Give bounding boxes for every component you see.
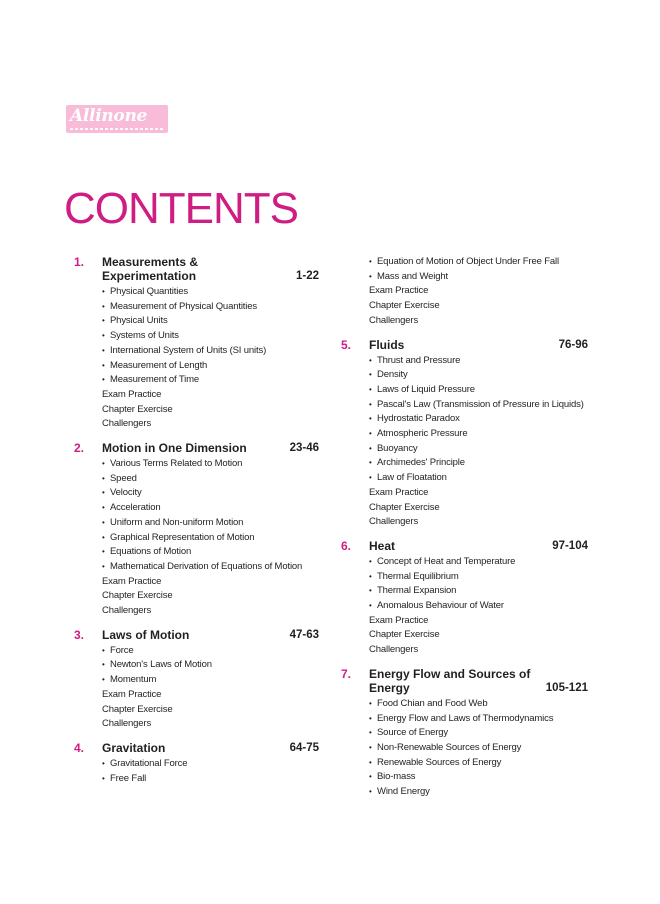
topic-item: • Buoyancy <box>369 442 588 457</box>
topic-list <box>102 644 319 688</box>
topic-item: • Uniform and Non-uniform Motion <box>102 516 319 531</box>
chapter-page-range: 76-96 <box>558 338 588 351</box>
topic-item: • Non-Renewable Sources of Energy <box>369 741 588 756</box>
extra-item: Chapter Exercise <box>369 300 440 312</box>
topic-item: • Measurement of Length <box>102 359 319 374</box>
topic-item: • Energy Flow and Laws of Thermodynamics <box>369 712 588 727</box>
topic-item: • Physical Quantities <box>102 285 319 300</box>
chapter-page-range: 105-121 <box>545 681 588 694</box>
topic-item: • Food Chian and Food Web <box>369 697 588 712</box>
extra-item: Chapter Exercise <box>102 403 173 415</box>
chapter-title: Motion in One Dimension <box>102 441 247 456</box>
topic-item: • Thermal Expansion <box>369 584 588 599</box>
chapter-page-range: 97-104 <box>552 539 588 552</box>
topic-item: • Acceleration <box>102 501 319 516</box>
extra-item: Challengers <box>369 644 419 656</box>
chapter-number: 7. <box>341 666 352 681</box>
topic-list <box>102 757 319 786</box>
topic-list <box>102 457 319 575</box>
chapter-extras <box>369 614 588 658</box>
logo-tagline <box>70 128 164 130</box>
chapter-entry <box>341 338 588 530</box>
topic-item: • Equations of Motion <box>102 545 319 560</box>
topic-item: • Velocity <box>102 486 319 501</box>
topic-item: • Gravitational Force <box>102 757 319 772</box>
chapter-extras <box>369 486 588 530</box>
chapter-entry <box>74 441 319 619</box>
topic-item: • Concept of Heat and Temperature <box>369 555 588 570</box>
topic-list <box>369 354 588 486</box>
extra-item: Exam Practice <box>102 688 162 700</box>
continued-extras <box>369 284 588 328</box>
topic-item: • Anomalous Behaviour of Water <box>369 599 588 614</box>
extra-item: Chapter Exercise <box>102 590 173 602</box>
topic-item: • Bio-mass <box>369 770 588 785</box>
topic-item: • Equation of Motion of Object Under Free Fall <box>369 255 588 270</box>
topic-item: • Momentum <box>102 673 319 688</box>
chapter-entry <box>74 255 319 432</box>
chapter-title: Heat <box>369 538 396 553</box>
contents-left-column <box>74 255 319 795</box>
page-title: CONTENTS <box>64 184 298 233</box>
chapter-extras <box>102 388 319 432</box>
chapter-title: Fluids <box>369 337 405 352</box>
chapter-heading <box>74 628 319 642</box>
extra-item: Challengers <box>102 718 152 730</box>
chapter-number: 5. <box>341 337 352 352</box>
extra-item: Exam Practice <box>369 614 429 626</box>
chapter-number: 4. <box>74 740 85 755</box>
topic-item: • Speed <box>102 472 319 487</box>
topic-item: • Atmospheric Pressure <box>369 427 588 442</box>
extra-item: Challengers <box>369 516 419 528</box>
topic-item: • Physical Units <box>102 314 319 329</box>
topic-item: • Archimedes' Principle <box>369 456 588 471</box>
topic-item: • Laws of Liquid Pressure <box>369 383 588 398</box>
chapter-title: Laws of Motion <box>102 627 190 642</box>
topic-item: • Measurement of Physical Quantities <box>102 300 319 315</box>
extra-item: Challengers <box>102 605 152 617</box>
chapter-page-range: 64-75 <box>289 741 319 754</box>
chapter-page-range: 1-22 <box>295 270 319 282</box>
topic-item: • International System of Units (SI units) <box>102 344 319 359</box>
chapter-number: 3. <box>74 627 85 642</box>
topic-item: • Source of Energy <box>369 726 588 741</box>
topic-item: • Renewable Sources of Energy <box>369 756 588 771</box>
chapter-title: Measurements & Experimentation <box>102 255 199 283</box>
chapter-heading <box>74 741 319 755</box>
extra-item: Chapter Exercise <box>369 629 440 641</box>
topic-list <box>369 697 588 800</box>
chapter-page-range: 47-63 <box>289 628 319 641</box>
chapter-heading <box>74 255 319 283</box>
topic-item: • Free Fall <box>102 772 319 787</box>
topic-item: • Force <box>102 644 319 659</box>
topic-item: • Mathematical Derivation of Equations of Motion <box>102 560 319 575</box>
brand-logo <box>66 105 168 133</box>
topic-list <box>369 555 588 614</box>
topic-item: • Wind Energy <box>369 785 588 800</box>
chapter-entry <box>74 741 319 786</box>
extra-item: Chapter Exercise <box>102 703 173 715</box>
chapter-entry <box>74 628 319 732</box>
chapter-number: 6. <box>341 538 352 553</box>
chapter-heading <box>341 539 588 553</box>
topic-item: • Measurement of Time <box>102 373 319 388</box>
chapter-extras <box>102 688 319 732</box>
chapter-extras <box>102 575 319 619</box>
topic-item: • Newton's Laws of Motion <box>102 658 319 673</box>
chapter-heading <box>74 441 319 455</box>
right-chapter-list <box>341 338 588 800</box>
chapter-entry <box>341 539 588 658</box>
chapter-number: 1. <box>74 255 85 269</box>
chapter-page-range: 23-46 <box>289 442 319 455</box>
extra-item: Challengers <box>102 418 152 430</box>
extra-item: Exam Practice <box>369 486 429 498</box>
chapter-number: 2. <box>74 441 85 456</box>
extra-item: Exam Practice <box>102 388 162 400</box>
logo-text: Allinone <box>70 106 148 126</box>
topic-list <box>102 285 319 388</box>
chapter-heading <box>341 667 588 695</box>
continued-topic-list <box>369 255 588 284</box>
topic-item: • Mass and Weight <box>369 270 588 285</box>
topic-item: • Law of Floatation <box>369 471 588 486</box>
chapter-title: Gravitation <box>102 740 166 755</box>
extra-item: Chapter Exercise <box>369 501 440 513</box>
chapter-heading <box>341 338 588 352</box>
chapter-entry <box>341 667 588 800</box>
extra-item: Exam Practice <box>369 285 429 297</box>
topic-item: • Density <box>369 368 588 383</box>
extra-item: Challengers <box>369 314 419 326</box>
topic-item: • Systems of Units <box>102 329 319 344</box>
contents-right-column <box>341 255 588 809</box>
topic-item: • Hydrostatic Paradox <box>369 412 588 427</box>
extra-item: Exam Practice <box>102 575 162 587</box>
chapter-title: Energy Flow and Sources of Energy <box>369 666 531 695</box>
topic-item: • Thrust and Pressure <box>369 354 588 369</box>
topic-item: • Thermal Equilibrium <box>369 570 588 585</box>
topic-item: • Various Terms Related to Motion <box>102 457 319 472</box>
topic-item: • Graphical Representation of Motion <box>102 531 319 546</box>
topic-item: • Pascal's Law (Transmission of Pressure in Liquids) <box>369 398 588 413</box>
